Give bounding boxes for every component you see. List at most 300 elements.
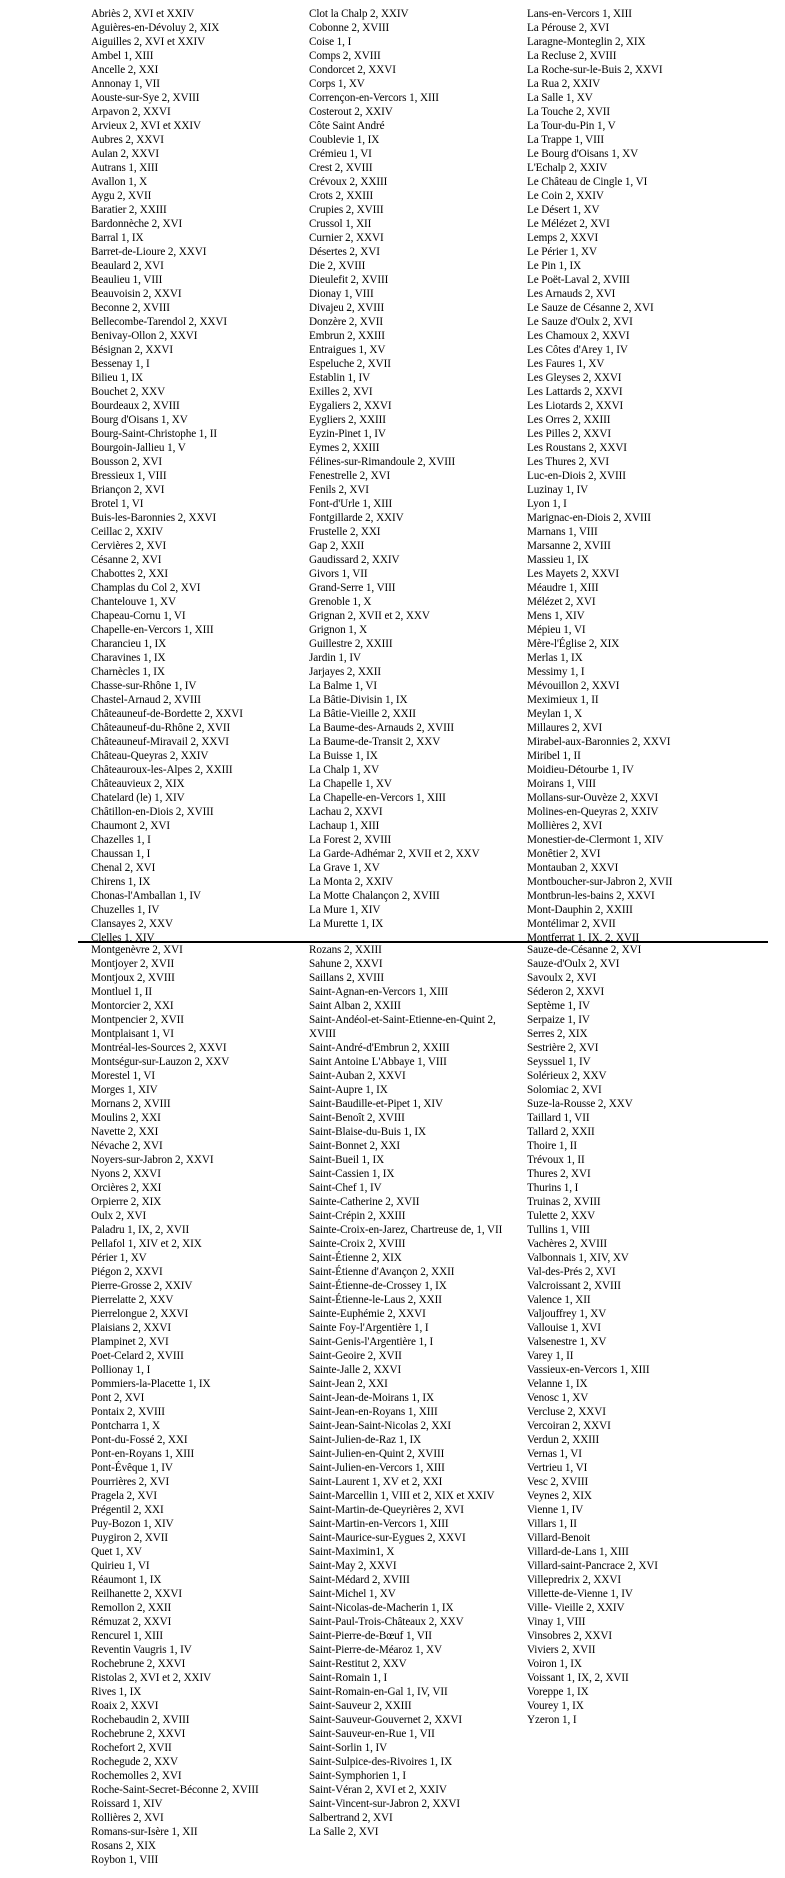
index-entry: Mère-l'Église 2, XIX bbox=[527, 638, 620, 650]
index-entry: Pierre-Grosse 2, XXIV bbox=[91, 1280, 193, 1292]
index-entry: Châteauroux-les-Alpes 2, XXIII bbox=[91, 764, 233, 776]
index-entry: Rochebrune 2, XXVI bbox=[91, 1728, 186, 1740]
index-entry: Orcières 2, XXI bbox=[91, 1182, 162, 1194]
index-entry: Luc-en-Diois 2, XVIII bbox=[527, 470, 626, 482]
index-entry: Roaix 2, XXVI bbox=[91, 1700, 159, 1712]
index-entry: Valcroissant 2, XVIII bbox=[527, 1280, 621, 1292]
index-entry: Vassieux-en-Vercors 1, XIII bbox=[527, 1364, 650, 1376]
index-entry: Corps 1, XV bbox=[309, 78, 365, 90]
index-entry: Saint-Blaise-du-Buis 1, IX bbox=[309, 1126, 427, 1138]
index-entry: Sainte-Catherine 2, XVII bbox=[309, 1196, 420, 1208]
index-entry: Marnans 1, VIII bbox=[527, 526, 598, 538]
index-entry: Lachaup 1, XIII bbox=[309, 820, 380, 832]
index-entry: Establin 1, IV bbox=[309, 372, 371, 384]
index-entry: Vercluse 2, XXVI bbox=[527, 1406, 606, 1418]
index-entry: Les Mayets 2, XXVI bbox=[527, 568, 620, 580]
index-entry: Septème 1, IV bbox=[527, 1000, 591, 1012]
index-entry: Puy-Bozon 1, XIV bbox=[91, 1518, 174, 1530]
index-entry: Aygu 2, XVII bbox=[91, 190, 152, 202]
index-entry: Le Sauze d'Oulx 2, XVI bbox=[527, 316, 633, 328]
index-entry: Montauban 2, XXVI bbox=[527, 862, 619, 874]
index-entry: Comps 2, XVIII bbox=[309, 50, 381, 62]
index-entry: Crest 2, XVIII bbox=[309, 162, 373, 174]
index-entry: Dieulefit 2, XVIII bbox=[309, 274, 389, 286]
index-entry: Côte Saint André bbox=[309, 120, 385, 132]
index-entry: Clansayes 2, XXV bbox=[91, 918, 173, 930]
index-entry: Les Roustans 2, XXVI bbox=[527, 442, 627, 454]
index-entry: Lachau 2, XXVI bbox=[309, 806, 383, 818]
index-entry: Saint-Sulpice-des-Rivoires 1, IX bbox=[309, 1756, 453, 1768]
index-entry: Tallard 2, XXII bbox=[527, 1126, 595, 1138]
index-entry: Les Thures 2, XVI bbox=[527, 456, 609, 468]
index-entry: Puygiron 2, XVII bbox=[91, 1532, 169, 1544]
index-entry: Saint-Bueil 1, IX bbox=[309, 1154, 385, 1166]
index-entry: La Salle 1, XV bbox=[527, 92, 593, 104]
index-entry: Saint-Maurice-sur-Eygues 2, XXVI bbox=[309, 1532, 466, 1544]
index-entry: Réaumont 1, IX bbox=[91, 1574, 162, 1586]
index-entry: Bésignan 2, XXVI bbox=[91, 344, 173, 356]
index-entry: Montélimar 2, XVII bbox=[527, 918, 616, 930]
index-entry: Monestier-de-Clermont 1, XIV bbox=[527, 834, 664, 846]
index-entry: Thoire 1, II bbox=[527, 1140, 578, 1152]
index-entry: Vachères 2, XVIII bbox=[527, 1238, 607, 1250]
index-entry: Messimy 1, I bbox=[527, 666, 585, 678]
index-entry: Le Coin 2, XXIV bbox=[527, 190, 604, 202]
index-entry: Villepredrix 2, XXVI bbox=[527, 1574, 621, 1586]
index-entry: Bellecombe-Tarendol 2, XXVI bbox=[91, 316, 228, 328]
index-entry: Clot la Chalp 2, XXIV bbox=[309, 8, 409, 20]
index-entry: La Forest 2, XVIII bbox=[309, 834, 392, 846]
index-entry: Exilles 2, XVI bbox=[309, 386, 373, 398]
index-entry: Saint-Laurent 1, XV et 2, XXI bbox=[309, 1476, 443, 1488]
index-entry: La Chapelle-en-Vercors 1, XIII bbox=[309, 792, 446, 804]
index-entry: Arpavon 2, XXVI bbox=[91, 106, 171, 118]
index-entry: La Garde-Adhémar 2, XVII et 2, XXV bbox=[309, 848, 480, 860]
index-entry: Villard-saint-Pancrace 2, XVI bbox=[527, 1560, 658, 1572]
index-entry: Mens 1, XIV bbox=[527, 610, 585, 622]
index-entry: Lyon 1, I bbox=[527, 498, 567, 510]
index-entry: Sainte-Croix 2, XVIII bbox=[309, 1238, 406, 1250]
index-entry: Grand-Serre 1, VIII bbox=[309, 582, 396, 594]
index-entry: Nyons 2, XXVI bbox=[91, 1168, 161, 1180]
index-entry: Dionay 1, VIII bbox=[309, 288, 374, 300]
index-entry: Tullins 1, VIII bbox=[527, 1224, 590, 1236]
index-entry: Serpaize 1, IV bbox=[527, 1014, 590, 1026]
index-entry: Condorcet 2, XXVI bbox=[309, 64, 396, 76]
index-entry: Moulins 2, XXI bbox=[91, 1112, 161, 1124]
index-entry: Saint-Andéol-et-Saint-Etienne-en-Quint 2, XVIII bbox=[309, 1014, 496, 1040]
index-entry: Viviers 2, XVII bbox=[527, 1644, 596, 1656]
index-entry: Saint-Baudille-et-Pipet 1, XIV bbox=[309, 1098, 444, 1110]
index-entry: Fenestrelle 2, XVI bbox=[309, 470, 391, 482]
index-entry: Vinay 1, VIII bbox=[527, 1616, 586, 1628]
index-entry: Guillestre 2, XXIII bbox=[309, 638, 393, 650]
index-entry: Jarjayes 2, XXII bbox=[309, 666, 382, 678]
index-entry: Luzinay 1, IV bbox=[527, 484, 589, 496]
index-entry: Crémieu 1, VI bbox=[309, 148, 372, 160]
index-entry: Saint-Michel 1, XV bbox=[309, 1588, 396, 1600]
index-entry: Embrun 2, XXIII bbox=[309, 330, 385, 342]
index-entry: Lans-en-Vercors 1, XIII bbox=[527, 8, 632, 20]
index-entry: Crussol 1, XII bbox=[309, 218, 372, 230]
index-entry: Mont-Dauphin 2, XXIII bbox=[527, 904, 633, 916]
index-entry: Roche-Saint-Secret-Béconne 2, XVIII bbox=[91, 1784, 259, 1796]
index-entry: La Bâtie-Vieille 2, XXII bbox=[309, 708, 416, 720]
index-entry: Périer 1, XV bbox=[91, 1252, 147, 1264]
index-entry: Romans-sur-Isère 1, XII bbox=[91, 1826, 198, 1838]
index-entry: Millaures 2, XVI bbox=[527, 722, 603, 734]
index-entry: Chuzelles 1, IV bbox=[91, 904, 160, 916]
index-entry: La Rua 2, XXIV bbox=[527, 78, 601, 90]
index-entry: Bardonnèche 2, XVI bbox=[91, 218, 183, 230]
index-entry: La Balme 1, VI bbox=[309, 680, 377, 692]
index-entry: Saint-Étienne-de-Crossey 1, IX bbox=[309, 1280, 447, 1292]
index-entry: Chantelouve 1, XV bbox=[91, 596, 176, 608]
index-entry: La Baume-des-Arnauds 2, XVIII bbox=[309, 722, 454, 734]
index-entry: Coublevie 1, IX bbox=[309, 134, 380, 146]
index-entry: Sahune 2, XXVI bbox=[309, 958, 383, 970]
index-entry: La Salle 2, XVI bbox=[309, 1826, 379, 1838]
index-entry: Saint-Restitut 2, XXV bbox=[309, 1658, 407, 1670]
index-entry: Pont 2, XVI bbox=[91, 1392, 145, 1404]
index-entry: Paladru 1, IX, 2, XVII bbox=[91, 1224, 190, 1236]
index-entry: La Baume-de-Transit 2, XXV bbox=[309, 736, 441, 748]
index-entry: Champlas du Col 2, XVI bbox=[91, 582, 201, 594]
index-entry: Pontaix 2, XVIII bbox=[91, 1406, 165, 1418]
index-entry: Pellafol 1, XIV et 2, XIX bbox=[91, 1238, 202, 1250]
index-entry: Montboucher-sur-Jabron 2, XVII bbox=[527, 876, 673, 888]
index-entry: Château-Queyras 2, XXIV bbox=[91, 750, 209, 762]
index-entry: Lemps 2, XXVI bbox=[527, 232, 599, 244]
index-entry: La Buisse 1, IX bbox=[309, 750, 378, 762]
index-entry: Val-des-Prés 2, XVI bbox=[527, 1266, 616, 1278]
index-entry: Névache 2, XVI bbox=[91, 1140, 163, 1152]
index-entry: Pommiers-la-Placette 1, IX bbox=[91, 1378, 211, 1390]
index-entry: Villard-Benoit bbox=[527, 1532, 591, 1544]
index-entry: Le Mélézet 2, XVI bbox=[527, 218, 610, 230]
index-entry: Saint-Symphorien 1, I bbox=[309, 1770, 407, 1782]
index-entry: Rosans 2, XIX bbox=[91, 1840, 156, 1852]
index-entry: Velanne 1, IX bbox=[527, 1378, 588, 1390]
index-entry: Saint-Romain-en-Gal 1, IV, VII bbox=[309, 1686, 448, 1698]
index-entry: Ville- Vieille 2, XXIV bbox=[527, 1602, 625, 1614]
index-entry: Saint-Sorlin 1, IV bbox=[309, 1742, 388, 1754]
index-entry: Le Sauze de Césanne 2, XVI bbox=[527, 302, 654, 314]
index-entry: Saint-Marcellin 1, VIII et 2, XIX et XXIV bbox=[309, 1490, 495, 1502]
index-entry: Mirabel-aux-Baronnies 2, XXVI bbox=[527, 736, 671, 748]
index-entry: Barret-de-Lioure 2, XXVI bbox=[91, 246, 207, 258]
index-entry: Rochebrune 2, XXVI bbox=[91, 1658, 186, 1670]
index-entry: Mollières 2, XVI bbox=[527, 820, 603, 832]
index-entry: Veynes 2, XIX bbox=[527, 1490, 592, 1502]
index-entry: Les Chamoux 2, XXVI bbox=[527, 330, 630, 342]
index-entry: Remollon 2, XXII bbox=[91, 1602, 172, 1614]
index-entry: Vienne 1, IV bbox=[527, 1504, 584, 1516]
index-entry: Annonay 1, VII bbox=[91, 78, 160, 90]
index-entry: Chapeau-Cornu 1, VI bbox=[91, 610, 186, 622]
index-entry: Font-d'Urle 1, XIII bbox=[309, 498, 393, 510]
index-entry: Grignan 2, XVII et 2, XXV bbox=[309, 610, 430, 622]
index-entry: Saillans 2, XVIII bbox=[309, 972, 385, 984]
index-entry: Reventin Vaugris 1, IV bbox=[91, 1644, 192, 1656]
index-entry: Prégentil 2, XXI bbox=[91, 1504, 164, 1516]
index-entry: Gaudissard 2, XXIV bbox=[309, 554, 400, 566]
index-entry: Noyers-sur-Jabron 2, XXVI bbox=[91, 1154, 214, 1166]
index-entry: Eyzin-Pinet 1, IV bbox=[309, 428, 386, 440]
index-entry: Saint-Agnan-en-Vercors 1, XIII bbox=[309, 986, 448, 998]
index-entry: Rochemolles 2, XVI bbox=[91, 1770, 182, 1782]
index-entry: Molines-en-Queyras 2, XXIV bbox=[527, 806, 659, 818]
index-entry: Tulette 2, XXV bbox=[527, 1210, 596, 1222]
index-entry: Césanne 2, XVI bbox=[91, 554, 162, 566]
index-entry: Saint-Cassien 1, IX bbox=[309, 1168, 395, 1180]
index-entry: Saint-Benoît 2, XVIII bbox=[309, 1112, 405, 1124]
index-entry: Saint-Julien-de-Raz 1, IX bbox=[309, 1434, 422, 1446]
index-entry: Taillard 1, VII bbox=[527, 1112, 590, 1124]
index-entry: Oulx 2, XVI bbox=[91, 1210, 147, 1222]
index-entry: Pont-du-Fossé 2, XXI bbox=[91, 1434, 188, 1446]
index-entry: Saint-Pierre-de-Méaroz 1, XV bbox=[309, 1644, 442, 1656]
index-entry: La Murette 1, IX bbox=[309, 918, 384, 930]
index-entry: Gap 2, XXII bbox=[309, 540, 365, 552]
index-entry: Les Orres 2, XXIII bbox=[527, 414, 611, 426]
index-entry: La Touche 2, XVII bbox=[527, 106, 611, 118]
index-entry: Chasse-sur-Rhône 1, IV bbox=[91, 680, 197, 692]
index-entry: Poet-Celard 2, XVIII bbox=[91, 1350, 184, 1362]
index-entry: Reilhanette 2, XXVI bbox=[91, 1588, 182, 1600]
index-entry: Saint-Genis-l'Argentière 1, I bbox=[309, 1336, 434, 1348]
index-entry: Séderon 2, XXVI bbox=[527, 986, 605, 998]
index-entry: Le Périer 1, XV bbox=[527, 246, 597, 258]
index-entry: Mélézet 2, XVI bbox=[527, 596, 596, 608]
index-entry: Thures 2, XVI bbox=[527, 1168, 591, 1180]
index-entry: La Roche-sur-le-Buis 2, XXVI bbox=[527, 64, 663, 76]
index-entry: Chaussan 1, I bbox=[91, 848, 151, 860]
index-entry: Verdun 2, XXIII bbox=[527, 1434, 600, 1446]
index-entry: La Trappe 1, VIII bbox=[527, 134, 605, 146]
index-entry: Ceillac 2, XXIV bbox=[91, 526, 164, 538]
index-entry: Chatelard (le) 1, XIV bbox=[91, 792, 185, 804]
index-entry: Ancelle 2, XXI bbox=[91, 64, 159, 76]
index-entry: Saint-Sauveur 2, XXIII bbox=[309, 1700, 412, 1712]
index-entry: Rives 1, IX bbox=[91, 1686, 142, 1698]
index-entry: Yzeron 1, I bbox=[527, 1714, 577, 1726]
index-entry: Serres 2, XIX bbox=[527, 1028, 588, 1040]
index-entry: Rencurel 1, XIII bbox=[91, 1630, 164, 1642]
index-entry: Vinsobres 2, XXVI bbox=[527, 1630, 612, 1642]
index-entry: Saint-Étienne d'Avançon 2, XXII bbox=[309, 1266, 455, 1278]
index-entry: Beconne 2, XVIII bbox=[91, 302, 170, 314]
index-entry: Rochefort 2, XVII bbox=[91, 1742, 172, 1754]
index-entry: Pont-Évêque 1, IV bbox=[91, 1462, 173, 1474]
index-entry: Saint-Jean-en-Royans 1, XIII bbox=[309, 1406, 438, 1418]
index-column-2 bbox=[309, 943, 534, 1839]
index-entry: Grenoble 1, X bbox=[309, 596, 372, 608]
index-entry: Bressieux 1, VIII bbox=[91, 470, 167, 482]
index-entry: Châteauneuf-Miravail 2, XXVI bbox=[91, 736, 229, 748]
index-entry: Les Côtes d'Arey 1, IV bbox=[527, 344, 628, 356]
index-entry: Ambel 1, XIII bbox=[91, 50, 154, 62]
index-entry: Monêtier 2, XVI bbox=[527, 848, 601, 860]
index-entry: Espeluche 2, XVII bbox=[309, 358, 391, 370]
index-entry: Voissant 1, IX, 2, XVII bbox=[527, 1672, 629, 1684]
index-entry: Montferrat 1, IX, 2, XVII bbox=[527, 932, 640, 944]
index-entry: Les Faures 1, XV bbox=[527, 358, 605, 370]
index-entry: Saint-Jean-Saint-Nicolas 2, XXI bbox=[309, 1420, 451, 1432]
index-entry: Villars 1, II bbox=[527, 1518, 577, 1530]
index-entry: Chabottes 2, XXI bbox=[91, 568, 169, 580]
index-column-3 bbox=[527, 943, 752, 1727]
index-entry: La Pérouse 2, XVI bbox=[527, 22, 610, 34]
index-entry: Merlas 1, IX bbox=[527, 652, 583, 664]
index-entry: Le Bourg d'Oisans 1, XV bbox=[527, 148, 639, 160]
index-entry: Aulan 2, XXVI bbox=[91, 148, 159, 160]
index-entry: Valbonnais 1, XIV, XV bbox=[527, 1252, 629, 1264]
index-entry: Chonas-l'Amballan 1, IV bbox=[91, 890, 202, 902]
index-entry: Saint Alban 2, XXIII bbox=[309, 1000, 401, 1012]
index-entry: Sainte-Jalle 2, XXVI bbox=[309, 1364, 402, 1376]
index-entry: Trévoux 1, II bbox=[527, 1154, 585, 1166]
index-entry: Eygliers 2, XXIII bbox=[309, 414, 386, 426]
index-entry: Plaisians 2, XXVI bbox=[91, 1322, 172, 1334]
index-entry: Briançon 2, XVI bbox=[91, 484, 165, 496]
index-entry: Voiron 1, IX bbox=[527, 1658, 582, 1670]
index-entry: Navette 2, XXI bbox=[91, 1126, 159, 1138]
index-entry: Désertes 2, XVI bbox=[309, 246, 380, 258]
index-entry: La Bâtie-Divisin 1, IX bbox=[309, 694, 408, 706]
index-entry: Aiguilles 2, XVI et XXIV bbox=[91, 36, 206, 48]
index-entry: Varey 1, II bbox=[527, 1350, 574, 1362]
index-entry: Bourdeaux 2, XVIII bbox=[91, 400, 180, 412]
index-entry: Saint-Étienne-le-Laus 2, XXII bbox=[309, 1294, 442, 1306]
index-entry: Beaulieu 1, VIII bbox=[91, 274, 163, 286]
index-entry: Meximieux 1, II bbox=[527, 694, 599, 706]
index-entry: Montluel 1, II bbox=[91, 986, 153, 998]
index-entry: Vallouise 1, XVI bbox=[527, 1322, 601, 1334]
index-entry: Meylan 1, X bbox=[527, 708, 583, 720]
index-entry: Morges 1, XIV bbox=[91, 1084, 158, 1096]
index-entry: Le Poët-Laval 2, XVIII bbox=[527, 274, 630, 286]
index-entry: Montgenèvre 2, XVI bbox=[91, 944, 183, 956]
index-entry: Saint-Médard 2, XVIII bbox=[309, 1574, 410, 1586]
index-entry: Méaudre 1, XIII bbox=[527, 582, 599, 594]
index-entry: Chirens 1, IX bbox=[91, 876, 151, 888]
index-entry: Seyssuel 1, IV bbox=[527, 1056, 591, 1068]
index-column-1 bbox=[91, 7, 316, 945]
index-entry: Truinas 2, XVIII bbox=[527, 1196, 601, 1208]
index-entry: Pierrelongue 2, XXVI bbox=[91, 1308, 189, 1320]
index-entry: Curnier 2, XXVI bbox=[309, 232, 384, 244]
index-entry: Rollières 2, XVI bbox=[91, 1812, 164, 1824]
index-entry: Saint-Romain 1, I bbox=[309, 1672, 388, 1684]
index-entry: Donzère 2, XVII bbox=[309, 316, 383, 328]
index-entry: La Recluse 2, XVIII bbox=[527, 50, 617, 62]
index-entry: Rochebaudin 2, XVIII bbox=[91, 1714, 190, 1726]
index-entry: L'Echalp 2, XXIV bbox=[527, 162, 608, 174]
index-column-2 bbox=[309, 7, 534, 931]
index-entry: Montorcier 2, XXI bbox=[91, 1000, 174, 1012]
index-entry: Crévoux 2, XXIII bbox=[309, 176, 388, 188]
index-column-3 bbox=[527, 7, 752, 945]
index-entry: Châtillon-en-Diois 2, XVIII bbox=[91, 806, 214, 818]
index-entry: Les Arnauds 2, XVI bbox=[527, 288, 616, 300]
index-entry: Avallon 1, X bbox=[91, 176, 148, 188]
index-entry: Buis-les-Baronnies 2, XXVI bbox=[91, 512, 217, 524]
index-entry: Mornans 2, XVIII bbox=[91, 1098, 171, 1110]
index-entry: Saint-Sauveur-Gouvernet 2, XXVI bbox=[309, 1714, 462, 1726]
index-entry: Laragne-Monteglin 2, XIX bbox=[527, 36, 646, 48]
index-entry: Roybon 1, VIII bbox=[91, 1854, 159, 1866]
index-entry: Morestel 1, VI bbox=[91, 1070, 155, 1082]
index-entry: Aouste-sur-Sye 2, XVIII bbox=[91, 92, 200, 104]
index-entry: Saint-Geoire 2, XVII bbox=[309, 1350, 402, 1362]
index-entry: Arvieux 2, XVI et XXIV bbox=[91, 120, 201, 132]
index-entry: Bouchet 2, XXV bbox=[91, 386, 166, 398]
index-entry: Les Gleyses 2, XXVI bbox=[527, 372, 622, 384]
index-entry: Le Château de Cingle 1, VI bbox=[527, 176, 648, 188]
index-entry: Montségur-sur-Lauzon 2, XXV bbox=[91, 1056, 230, 1068]
index-entry: Saint-Étienne 2, XIX bbox=[309, 1252, 402, 1264]
index-entry: Sainte-Croix-en-Jarez, Chartreuse de, 1, VII bbox=[309, 1224, 503, 1236]
index-entry: Marsanne 2, XVIII bbox=[527, 540, 611, 552]
index-entry: Ristolas 2, XVI et 2, XXIV bbox=[91, 1672, 212, 1684]
index-entry: Saint-Jean 2, XXI bbox=[309, 1378, 388, 1390]
index-entry: La Monta 2, XXIV bbox=[309, 876, 394, 888]
index-entry: Bourg d'Oisans 1, XV bbox=[91, 414, 188, 426]
index-entry: Abriès 2, XVI et XXIV bbox=[91, 8, 195, 20]
index-column-1 bbox=[91, 943, 316, 1867]
index-entry: Autrans 1, XIII bbox=[91, 162, 159, 174]
index-entry: Châteauneuf-de-Bordette 2, XXVI bbox=[91, 708, 243, 720]
index-entry: Moidieu-Détourbe 1, IV bbox=[527, 764, 634, 776]
index-entry: Saint-Paul-Trois-Châteaux 2, XXV bbox=[309, 1616, 464, 1628]
index-entry: Barral 1, IX bbox=[91, 232, 144, 244]
index-entry: Saint-Bonnet 2, XXI bbox=[309, 1140, 401, 1152]
index-entry: Solomiac 2, XVI bbox=[527, 1084, 602, 1096]
index-entry: Eygaliers 2, XXVI bbox=[309, 400, 392, 412]
index-entry: Saint-Maximin1, X bbox=[309, 1546, 395, 1558]
index-entry: Cervières 2, XVI bbox=[91, 540, 167, 552]
index-entry: Beaulard 2, XVI bbox=[91, 260, 164, 272]
index-entry: Vercoiran 2, XXVI bbox=[527, 1420, 611, 1432]
index-entry: Clelles 1, XIV bbox=[91, 932, 155, 944]
index-entry: Châteauneuf-du-Rhône 2, XVII bbox=[91, 722, 231, 734]
index-entry: Saint-André-d'Embrun 2, XXIII bbox=[309, 1042, 450, 1054]
index-entry: Charancieu 1, IX bbox=[91, 638, 167, 650]
index-entry: Solérieux 2, XXV bbox=[527, 1070, 607, 1082]
index-entry: Saint-Nicolas-de-Macherin 1, IX bbox=[309, 1602, 454, 1614]
index-entry: Massieu 1, IX bbox=[527, 554, 589, 566]
index-entry: Miribel 1, II bbox=[527, 750, 581, 762]
index-entry: Pontcharra 1, X bbox=[91, 1420, 161, 1432]
index-entry: Vernas 1, VI bbox=[527, 1448, 582, 1460]
index-entry: Sainte-Euphémie 2, XXVI bbox=[309, 1308, 426, 1320]
index-entry: La Grave 1, XV bbox=[309, 862, 380, 874]
index-entry: Saint-Jean-de-Moirans 1, IX bbox=[309, 1392, 434, 1404]
index-entry: Costerout 2, XXIV bbox=[309, 106, 393, 118]
index-entry: Félines-sur-Rimandoule 2, XVIII bbox=[309, 456, 456, 468]
index-entry: La Tour-du-Pin 1, V bbox=[527, 120, 616, 132]
index-entry: Vertrieu 1, VI bbox=[527, 1462, 588, 1474]
index-entry: Piégon 2, XXVI bbox=[91, 1266, 163, 1278]
index-entry: Plampinet 2, XVI bbox=[91, 1336, 169, 1348]
index-entry: Orpierre 2, XIX bbox=[91, 1196, 162, 1208]
index-entry: Villard-de-Lans 1, XIII bbox=[527, 1546, 629, 1558]
index-entry: Chaumont 2, XVI bbox=[91, 820, 170, 832]
index-entry: Thurins 1, I bbox=[527, 1182, 579, 1194]
index-entry: Sainte Foy-l'Argentière 1, I bbox=[309, 1322, 429, 1334]
index-entry: Jardin 1, IV bbox=[309, 652, 361, 664]
